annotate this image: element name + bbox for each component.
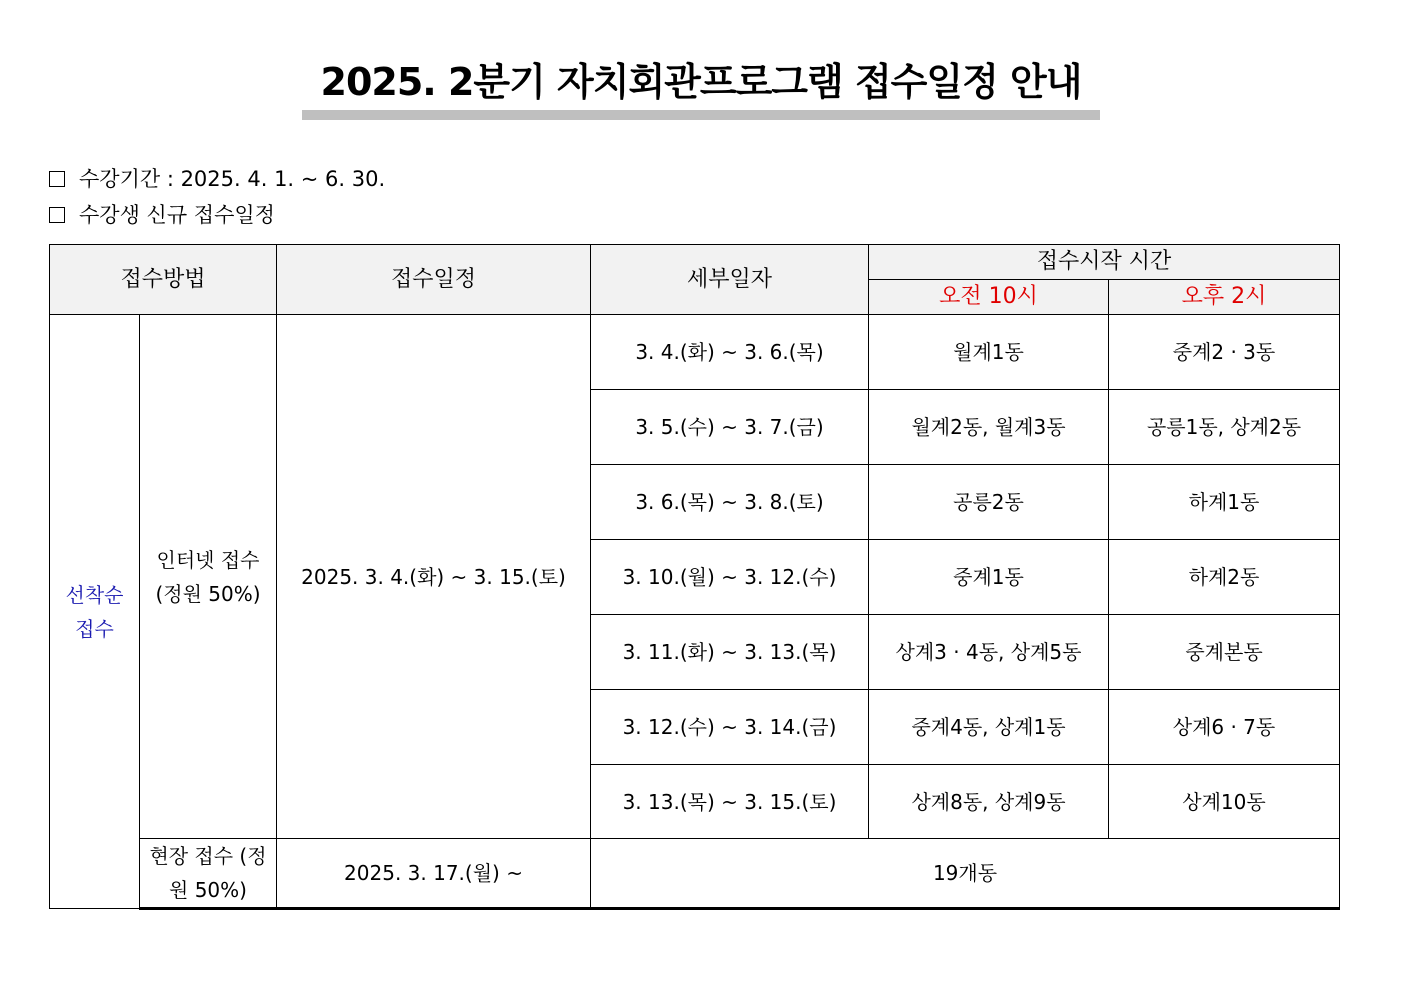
- pm-district-cell: 상계6 · 7동: [1109, 690, 1340, 765]
- pm-district-cell: 중계2 · 3동: [1109, 315, 1340, 390]
- detail-date-cell: 3. 10.(월) ~ 3. 12.(수): [591, 540, 869, 615]
- pm-district-cell: 하계1동: [1109, 465, 1340, 540]
- am-district-cell: 공릉2동: [869, 465, 1109, 540]
- bullet-registration-schedule: [49, 200, 275, 230]
- bullet-course-period: [49, 164, 385, 194]
- am-district-cell: 중계1동: [869, 540, 1109, 615]
- onsite-period: 2025. 3. 17.(월) ~: [277, 839, 591, 909]
- pm-district-cell: 중계본동: [1109, 615, 1340, 690]
- am-district-cell: 상계8동, 상계9동: [869, 765, 1109, 839]
- first-come-label: 선착순 접수: [50, 315, 140, 909]
- header-am: 오전 10시: [869, 280, 1109, 315]
- checkbox-bullet-icon: [49, 171, 65, 187]
- detail-date-cell: 3. 6.(목) ~ 3. 8.(토): [591, 465, 869, 540]
- pm-district-cell: 하계2동: [1109, 540, 1340, 615]
- header-detail-date: 세부일자: [591, 245, 869, 315]
- am-district-cell: 상계3 · 4동, 상계5동: [869, 615, 1109, 690]
- onsite-detail: 19개동: [591, 839, 1340, 909]
- detail-date-cell: 3. 11.(화) ~ 3. 13.(목): [591, 615, 869, 690]
- header-pm: 오후 2시: [1109, 280, 1340, 315]
- page-title: 2025. 2분기 자치회관프로그램 접수일정 안내: [320, 60, 1082, 104]
- internet-label: 인터넷 접수 (정원 50%): [140, 315, 277, 839]
- title-underline: [302, 110, 1100, 120]
- course-period-text: 수강기간 : 2025. 4. 1. ~ 6. 30.: [79, 167, 386, 191]
- am-district-cell: 중계4동, 상계1동: [869, 690, 1109, 765]
- header-schedule: 접수일정: [277, 245, 591, 315]
- detail-date-cell: 3. 13.(목) ~ 3. 15.(토): [591, 765, 869, 839]
- registration-schedule-text: 수강생 신규 접수일정: [79, 203, 275, 227]
- am-district-cell: 월계1동: [869, 315, 1109, 390]
- detail-date-cell: 3. 5.(수) ~ 3. 7.(금): [591, 390, 869, 465]
- pm-district-cell: 공릉1동, 상계2동: [1109, 390, 1340, 465]
- checkbox-bullet-icon: [49, 207, 65, 223]
- detail-date-cell: 3. 12.(수) ~ 3. 14.(금): [591, 690, 869, 765]
- pm-district-cell: 상계10동: [1109, 765, 1340, 839]
- schedule-table: [49, 244, 1340, 910]
- header-start-time: 접수시작 시간: [869, 245, 1340, 280]
- detail-date-cell: 3. 4.(화) ~ 3. 6.(목): [591, 315, 869, 390]
- onsite-label: 현장 접수 (정원 50%): [140, 839, 277, 909]
- am-district-cell: 월계2동, 월계3동: [869, 390, 1109, 465]
- internet-period: 2025. 3. 4.(화) ~ 3. 15.(토): [277, 315, 591, 839]
- header-method: 접수방법: [50, 245, 277, 315]
